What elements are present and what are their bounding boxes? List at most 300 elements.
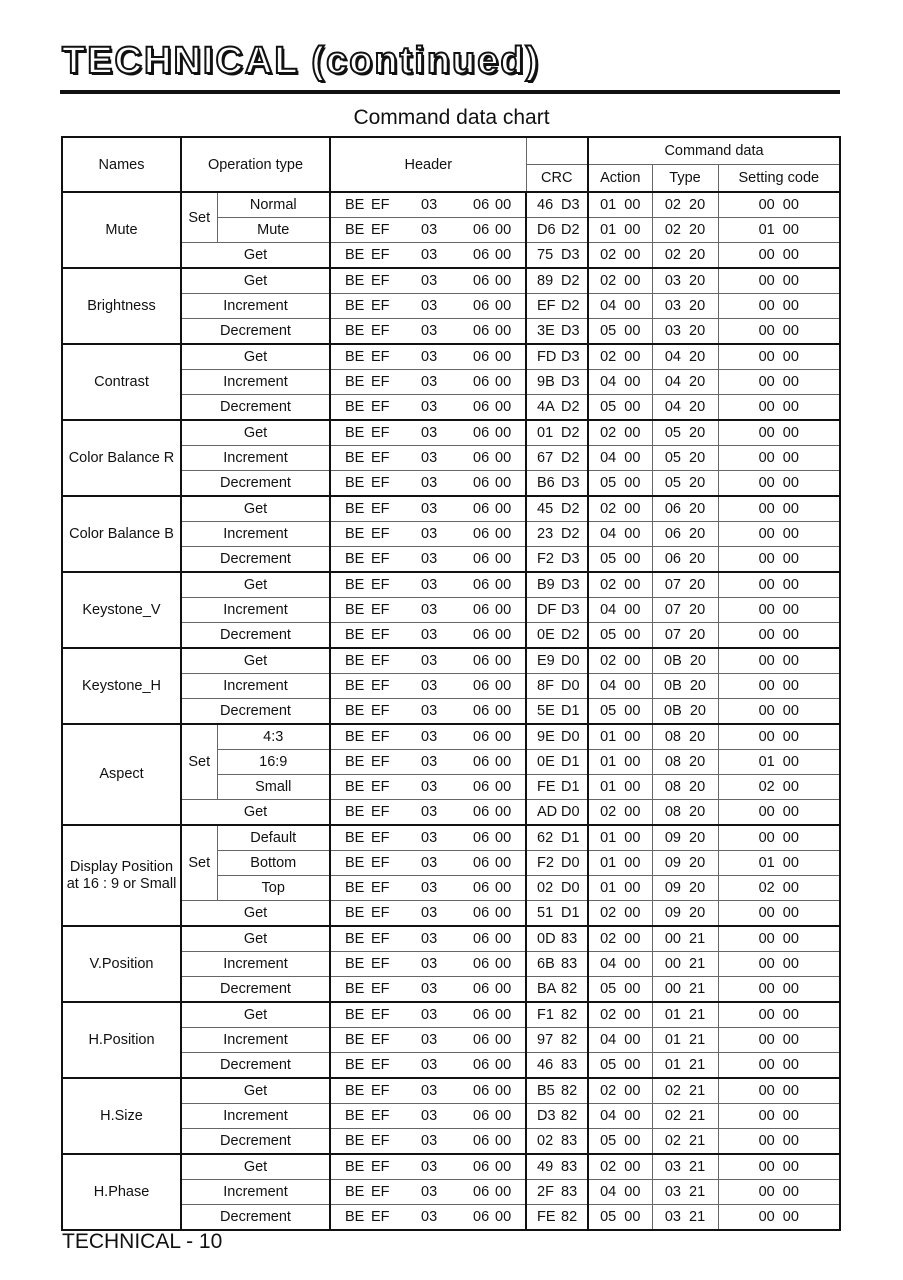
operation-value: Decrement [181, 977, 330, 1003]
header-byte: BE [345, 526, 365, 542]
operation-value: Increment [181, 674, 330, 699]
header-byte: 06 [473, 729, 490, 745]
crc-byte: 23 [537, 526, 554, 542]
header-byte: 03 [421, 450, 438, 466]
header-byte: 00 [495, 273, 512, 289]
header-byte: EF [371, 855, 390, 871]
header-bytes [330, 750, 526, 775]
crc-byte: 97 [537, 1032, 554, 1048]
header-byte: 06 [473, 222, 490, 238]
crc-byte: 4A [537, 399, 555, 415]
header-bytes [330, 1078, 526, 1104]
action-value: 05 00 [588, 1205, 652, 1231]
crc-value [526, 522, 588, 547]
header-byte: 06 [473, 1007, 490, 1023]
header-byte: EF [371, 197, 390, 213]
header-byte: BE [345, 1007, 365, 1023]
header-byte: BE [345, 981, 365, 997]
operation-value: Get [181, 344, 330, 370]
header-byte: BE [345, 222, 365, 238]
header-bytes [330, 370, 526, 395]
header-byte: 06 [473, 1032, 490, 1048]
setting-code-value: 01 00 [718, 851, 840, 876]
header-byte: 00 [495, 602, 512, 618]
setting-code-value: 00 00 [718, 825, 840, 851]
operation-value: Get [181, 496, 330, 522]
header-byte: 00 [495, 754, 512, 770]
action-value: 04 00 [588, 952, 652, 977]
command-name: Keystone_H [62, 648, 181, 724]
header-bytes [330, 724, 526, 750]
action-value: 02 00 [588, 800, 652, 826]
type-value: 08 20 [652, 800, 718, 826]
action-header: Action [588, 165, 652, 193]
operation-value: Bottom [217, 851, 330, 876]
action-value: 04 00 [588, 522, 652, 547]
header-bytes [330, 623, 526, 649]
crc-value [526, 800, 588, 826]
header-byte: 00 [495, 197, 512, 213]
action-value: 02 00 [588, 572, 652, 598]
action-value: 01 00 [588, 218, 652, 243]
crc-value [526, 294, 588, 319]
header-byte: 06 [473, 273, 490, 289]
header-bytes [330, 319, 526, 345]
crc-byte: D0 [561, 678, 580, 694]
header-bytes [330, 1104, 526, 1129]
header-byte: 00 [495, 577, 512, 593]
header-byte: 00 [495, 374, 512, 390]
setting-code-value: 00 00 [718, 1180, 840, 1205]
crc-value [526, 1129, 588, 1155]
setting-code-value: 00 00 [718, 901, 840, 927]
names-header: Names [62, 137, 181, 192]
header-byte: BE [345, 273, 365, 289]
setting-code-value: 00 00 [718, 395, 840, 421]
header-byte: BE [345, 804, 365, 820]
crc-byte: D1 [561, 754, 580, 770]
setting-code-value: 00 00 [718, 699, 840, 725]
header-byte: 00 [495, 551, 512, 567]
type-value: 01 21 [652, 1002, 718, 1028]
type-value: 05 20 [652, 471, 718, 497]
header-byte: 06 [473, 602, 490, 618]
type-value: 06 20 [652, 496, 718, 522]
header-byte: EF [371, 1209, 390, 1225]
action-value: 02 00 [588, 1078, 652, 1104]
operation-value: Default [217, 825, 330, 851]
header-byte: 03 [421, 804, 438, 820]
action-value: 01 00 [588, 825, 652, 851]
crc-value [526, 825, 588, 851]
header-byte: 06 [473, 1057, 490, 1073]
header-byte: EF [371, 323, 390, 339]
header-byte: 06 [473, 627, 490, 643]
header-byte: EF [371, 1032, 390, 1048]
action-value: 02 00 [588, 926, 652, 952]
operation-value: Decrement [181, 1129, 330, 1155]
crc-value [526, 648, 588, 674]
setting-code-value: 00 00 [718, 522, 840, 547]
set-label: Set [181, 825, 217, 901]
header-byte: 03 [421, 602, 438, 618]
header-bytes [330, 699, 526, 725]
crc-byte: 0E [537, 754, 555, 770]
crc-byte: 01 [537, 425, 554, 441]
header-byte: 03 [421, 577, 438, 593]
crc-value [526, 674, 588, 699]
crc-byte: 82 [561, 1083, 578, 1099]
action-value: 05 00 [588, 1053, 652, 1079]
header-byte: 06 [473, 880, 490, 896]
setting-code-value: 00 00 [718, 572, 840, 598]
header-bytes [330, 1129, 526, 1155]
setting-code-value: 00 00 [718, 1028, 840, 1053]
page-title: TECHNICAL (continued) [62, 40, 541, 82]
crc-byte: D2 [561, 222, 580, 238]
action-value: 02 00 [588, 1002, 652, 1028]
type-value: 08 20 [652, 775, 718, 800]
header-byte: EF [371, 399, 390, 415]
header-byte: 00 [495, 880, 512, 896]
type-value: 06 20 [652, 522, 718, 547]
header-byte: 03 [421, 678, 438, 694]
command-name: H.Size [62, 1078, 181, 1154]
header-byte: BE [345, 779, 365, 795]
header-byte: 00 [495, 956, 512, 972]
action-value: 02 00 [588, 496, 652, 522]
crc-byte: B5 [537, 1083, 555, 1099]
header-byte: 06 [473, 804, 490, 820]
action-value: 05 00 [588, 471, 652, 497]
header-byte: 03 [421, 905, 438, 921]
header-byte: 03 [421, 754, 438, 770]
header-byte: EF [371, 374, 390, 390]
crc-byte: D3 [561, 475, 580, 491]
header-byte: EF [371, 273, 390, 289]
operation-value: Get [181, 1154, 330, 1180]
header-byte: 00 [495, 1209, 512, 1225]
table-row [62, 1002, 840, 1028]
crc-byte: D2 [561, 526, 580, 542]
crc-byte: 89 [537, 273, 554, 289]
header-byte: 00 [495, 830, 512, 846]
header-byte: 03 [421, 425, 438, 441]
crc-byte: 45 [537, 501, 554, 517]
crc-value [526, 775, 588, 800]
crc-value [526, 851, 588, 876]
type-value: 02 20 [652, 192, 718, 218]
header-byte: 06 [473, 526, 490, 542]
header-byte: 00 [495, 323, 512, 339]
header-bytes [330, 395, 526, 421]
header-byte: 00 [495, 729, 512, 745]
header-byte: 00 [495, 526, 512, 542]
crc-byte: EF [537, 298, 556, 314]
header-byte: 00 [495, 475, 512, 491]
header-byte: 00 [495, 222, 512, 238]
operation-value: Increment [181, 1028, 330, 1053]
setting-code-value: 00 00 [718, 674, 840, 699]
operation-value: 4:3 [217, 724, 330, 750]
header-byte: BE [345, 551, 365, 567]
crc-byte: D3 [561, 374, 580, 390]
type-value: 00 21 [652, 926, 718, 952]
header-byte: 06 [473, 981, 490, 997]
header-bytes [330, 294, 526, 319]
header-byte: 03 [421, 1083, 438, 1099]
header-byte: 00 [495, 931, 512, 947]
crc-byte: 82 [561, 1108, 578, 1124]
type-value: 04 20 [652, 395, 718, 421]
crc-header: CRC [526, 165, 588, 193]
header-byte: 06 [473, 501, 490, 517]
header-byte: BE [345, 905, 365, 921]
command-name: Color Balance B [62, 496, 181, 572]
crc-byte: 83 [561, 1159, 578, 1175]
header-byte: BE [345, 855, 365, 871]
type-value: 09 20 [652, 851, 718, 876]
header-byte: BE [345, 197, 365, 213]
header-byte: 03 [421, 247, 438, 263]
header-byte: EF [371, 653, 390, 669]
header-byte: 03 [421, 1108, 438, 1124]
header-byte: 06 [473, 1184, 490, 1200]
crc-byte: D3 [561, 323, 580, 339]
action-value: 04 00 [588, 1180, 652, 1205]
header-byte: 06 [473, 1133, 490, 1149]
header-bytes [330, 572, 526, 598]
header-byte: 06 [473, 551, 490, 567]
header-byte: BE [345, 1184, 365, 1200]
crc-byte: D2 [561, 273, 580, 289]
operation-value: Decrement [181, 471, 330, 497]
action-value: 05 00 [588, 977, 652, 1003]
crc-value [526, 1180, 588, 1205]
type-header: Type [652, 165, 718, 193]
setting-code-value: 00 00 [718, 1053, 840, 1079]
header-bytes [330, 1028, 526, 1053]
header-byte: 06 [473, 450, 490, 466]
type-value: 07 20 [652, 598, 718, 623]
header-byte: 06 [473, 349, 490, 365]
header-byte: 00 [495, 1032, 512, 1048]
header-byte: EF [371, 450, 390, 466]
header-byte: 06 [473, 905, 490, 921]
crc-value [526, 750, 588, 775]
command-name: H.Phase [62, 1154, 181, 1230]
crc-byte: D0 [561, 653, 580, 669]
crc-byte: D1 [561, 703, 580, 719]
header-byte: EF [371, 247, 390, 263]
type-value: 02 20 [652, 243, 718, 269]
setting-code-value: 00 00 [718, 926, 840, 952]
header-bytes [330, 268, 526, 294]
crc-byte: D2 [561, 450, 580, 466]
type-value: 00 21 [652, 952, 718, 977]
operation-value: Increment [181, 446, 330, 471]
crc-byte: D3 [561, 247, 580, 263]
header-byte: 03 [421, 981, 438, 997]
crc-value [526, 1053, 588, 1079]
header-byte: 06 [473, 323, 490, 339]
header-byte: 06 [473, 931, 490, 947]
set-label: Set [181, 724, 217, 800]
header-byte: BE [345, 1083, 365, 1099]
header-byte: BE [345, 1159, 365, 1175]
operation-value: Small [217, 775, 330, 800]
header-bytes [330, 547, 526, 573]
header-bytes [330, 851, 526, 876]
header-byte: BE [345, 298, 365, 314]
header-bytes [330, 926, 526, 952]
crc-byte: FD [537, 349, 557, 365]
header-byte: BE [345, 450, 365, 466]
action-value: 05 00 [588, 623, 652, 649]
header-byte: 06 [473, 678, 490, 694]
crc-byte: 02 [537, 880, 554, 896]
header-byte: 03 [421, 855, 438, 871]
crc-byte: D3 [537, 1108, 556, 1124]
action-value: 02 00 [588, 901, 652, 927]
header-bytes [330, 218, 526, 243]
crc-byte: 2F [537, 1184, 554, 1200]
table-row [62, 572, 840, 598]
table-row [62, 1078, 840, 1104]
crc-value [526, 420, 588, 446]
type-value: 07 20 [652, 572, 718, 598]
header-byte: 03 [421, 197, 438, 213]
crc-byte: 3E [537, 323, 555, 339]
header-byte: 00 [495, 450, 512, 466]
crc-value [526, 344, 588, 370]
crc-byte: D2 [561, 627, 580, 643]
header-byte: 03 [421, 703, 438, 719]
header-byte: EF [371, 349, 390, 365]
header-byte: 03 [421, 830, 438, 846]
header-bytes [330, 1002, 526, 1028]
header-byte: 06 [473, 1159, 490, 1175]
crc-value [526, 623, 588, 649]
header-byte: EF [371, 1057, 390, 1073]
header-byte: 03 [421, 1032, 438, 1048]
crc-byte: D3 [561, 349, 580, 365]
crc-byte: 62 [537, 830, 554, 846]
header-byte: EF [371, 880, 390, 896]
header-bytes [330, 901, 526, 927]
table-row [62, 192, 840, 218]
action-value: 05 00 [588, 547, 652, 573]
header-bytes [330, 674, 526, 699]
header-byte: 03 [421, 729, 438, 745]
header-byte: 06 [473, 197, 490, 213]
crc-byte: B6 [537, 475, 555, 491]
crc-byte: 51 [537, 905, 554, 921]
operation-value: Decrement [181, 319, 330, 345]
action-value: 05 00 [588, 395, 652, 421]
header-bytes [330, 648, 526, 674]
header-byte: BE [345, 1057, 365, 1073]
crc-value [526, 699, 588, 725]
crc-byte: FE [537, 779, 556, 795]
header-bytes [330, 977, 526, 1003]
setting-code-value: 00 00 [718, 192, 840, 218]
header-byte: BE [345, 349, 365, 365]
setting-code-value: 00 00 [718, 496, 840, 522]
header-bytes [330, 952, 526, 977]
crc-byte: 02 [537, 1133, 554, 1149]
crc-byte: 46 [537, 1057, 554, 1073]
header-byte: 00 [495, 703, 512, 719]
type-value: 02 20 [652, 218, 718, 243]
crc-byte: 0E [537, 627, 555, 643]
action-value: 04 00 [588, 1104, 652, 1129]
crc-value [526, 395, 588, 421]
header-byte: 06 [473, 653, 490, 669]
setting-code-value: 00 00 [718, 344, 840, 370]
header-byte: 03 [421, 627, 438, 643]
header-byte: 06 [473, 779, 490, 795]
type-value: 02 21 [652, 1078, 718, 1104]
header-byte: 03 [421, 1007, 438, 1023]
table-row [62, 1154, 840, 1180]
header-byte: 03 [421, 273, 438, 289]
crc-value [526, 901, 588, 927]
header-byte: 06 [473, 425, 490, 441]
header-bytes [330, 876, 526, 901]
type-value: 00 21 [652, 977, 718, 1003]
action-value: 01 00 [588, 775, 652, 800]
setting-code-value: 00 00 [718, 1104, 840, 1129]
crc-byte: BA [537, 981, 557, 997]
setting-code-value: 00 00 [718, 471, 840, 497]
header-byte: 03 [421, 399, 438, 415]
crc-byte: D1 [561, 905, 580, 921]
operation-value: Increment [181, 952, 330, 977]
header-byte: EF [371, 222, 390, 238]
header-bytes [330, 1180, 526, 1205]
header-byte: BE [345, 703, 365, 719]
header-byte: 03 [421, 501, 438, 517]
header-byte: EF [371, 678, 390, 694]
command-name: Color Balance R [62, 420, 181, 496]
type-value: 03 21 [652, 1205, 718, 1231]
type-value: 0B 20 [652, 674, 718, 699]
crc-byte: D1 [561, 830, 580, 846]
header-byte: BE [345, 729, 365, 745]
crc-value [526, 370, 588, 395]
type-value: 09 20 [652, 901, 718, 927]
header-byte: BE [345, 399, 365, 415]
header-byte: 00 [495, 399, 512, 415]
crc-value [526, 572, 588, 598]
header-byte: EF [371, 981, 390, 997]
header-byte: EF [371, 627, 390, 643]
crc-byte: 5E [537, 703, 555, 719]
action-value: 01 00 [588, 750, 652, 775]
header-byte: 03 [421, 298, 438, 314]
operation-value: Decrement [181, 699, 330, 725]
header-byte: BE [345, 1209, 365, 1225]
crc-byte: D0 [561, 804, 580, 820]
header-byte: BE [345, 880, 365, 896]
action-value: 04 00 [588, 294, 652, 319]
header-byte: 03 [421, 349, 438, 365]
crc-byte: D0 [561, 855, 580, 871]
setting-code-value: 00 00 [718, 1002, 840, 1028]
header-byte: 00 [495, 425, 512, 441]
command-name: Mute [62, 192, 181, 268]
